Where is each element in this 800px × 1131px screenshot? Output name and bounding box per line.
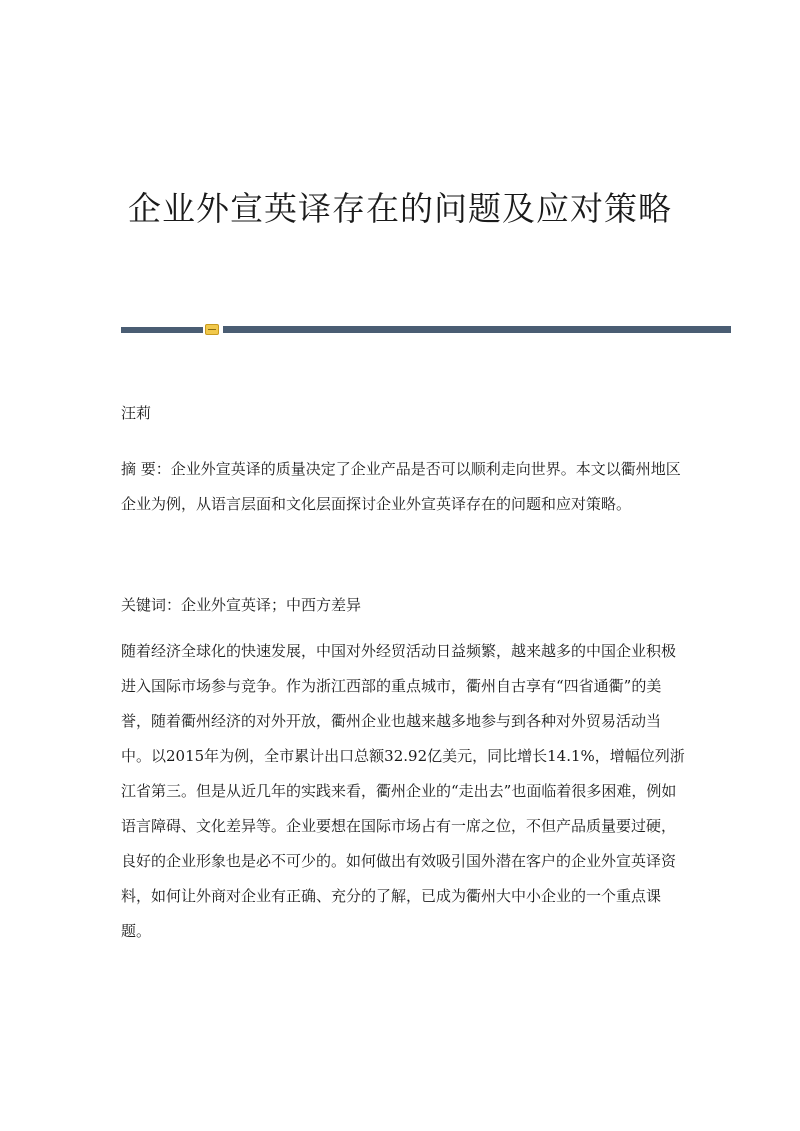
author-name: 汪莉 (121, 404, 152, 422)
keywords-line: 关键词：企业外宣英译；中西方差异 (121, 596, 362, 614)
divider-bar-right (223, 326, 731, 333)
abstract-paragraph: 摘 要：企业外宣英译的质量决定了企业产品是否可以顺利走向世界。本文以衢州地区企业为例，从语言层面和文化层面探讨企业外宣英译存在的问题和应对策略。 (121, 460, 681, 513)
divider-bar-left (121, 327, 203, 333)
page-title: 企业外宣英译存在的问题及应对策略 (128, 189, 672, 228)
body-paragraph: 随着经济全球化的快速发展，中国对外经贸活动日益频繁，越来越多的中国企业积极进入国际市场参与竞争。作为浙江西部的重点城市，衢州自古享有“四省通衢”的美誉，随着衢州经济的对外开放，衢州企业也越来越多地参与到各种对外贸易活动当中。以2015年为例，全市累计出口总额32.92亿美元，同比增长14.1%，增幅位列浙江省第三。但是从近几年的实践来看，衢州企业的“走出去”也面临着很多困难，例如语言障碍、文化差异等。企业要想在国际市场占有一席之位，不但产品质量要过硬，良好的企业形象也是必不可少的。如何做出有效吸引国外潜在客户的企业外宣英译资料，如何让外商对企业有正确、充分的了解，已成为衢州大中小企业的一个重点课题。 (121, 642, 685, 940)
title-divider (121, 324, 731, 336)
divider-emblem-icon (205, 324, 219, 335)
